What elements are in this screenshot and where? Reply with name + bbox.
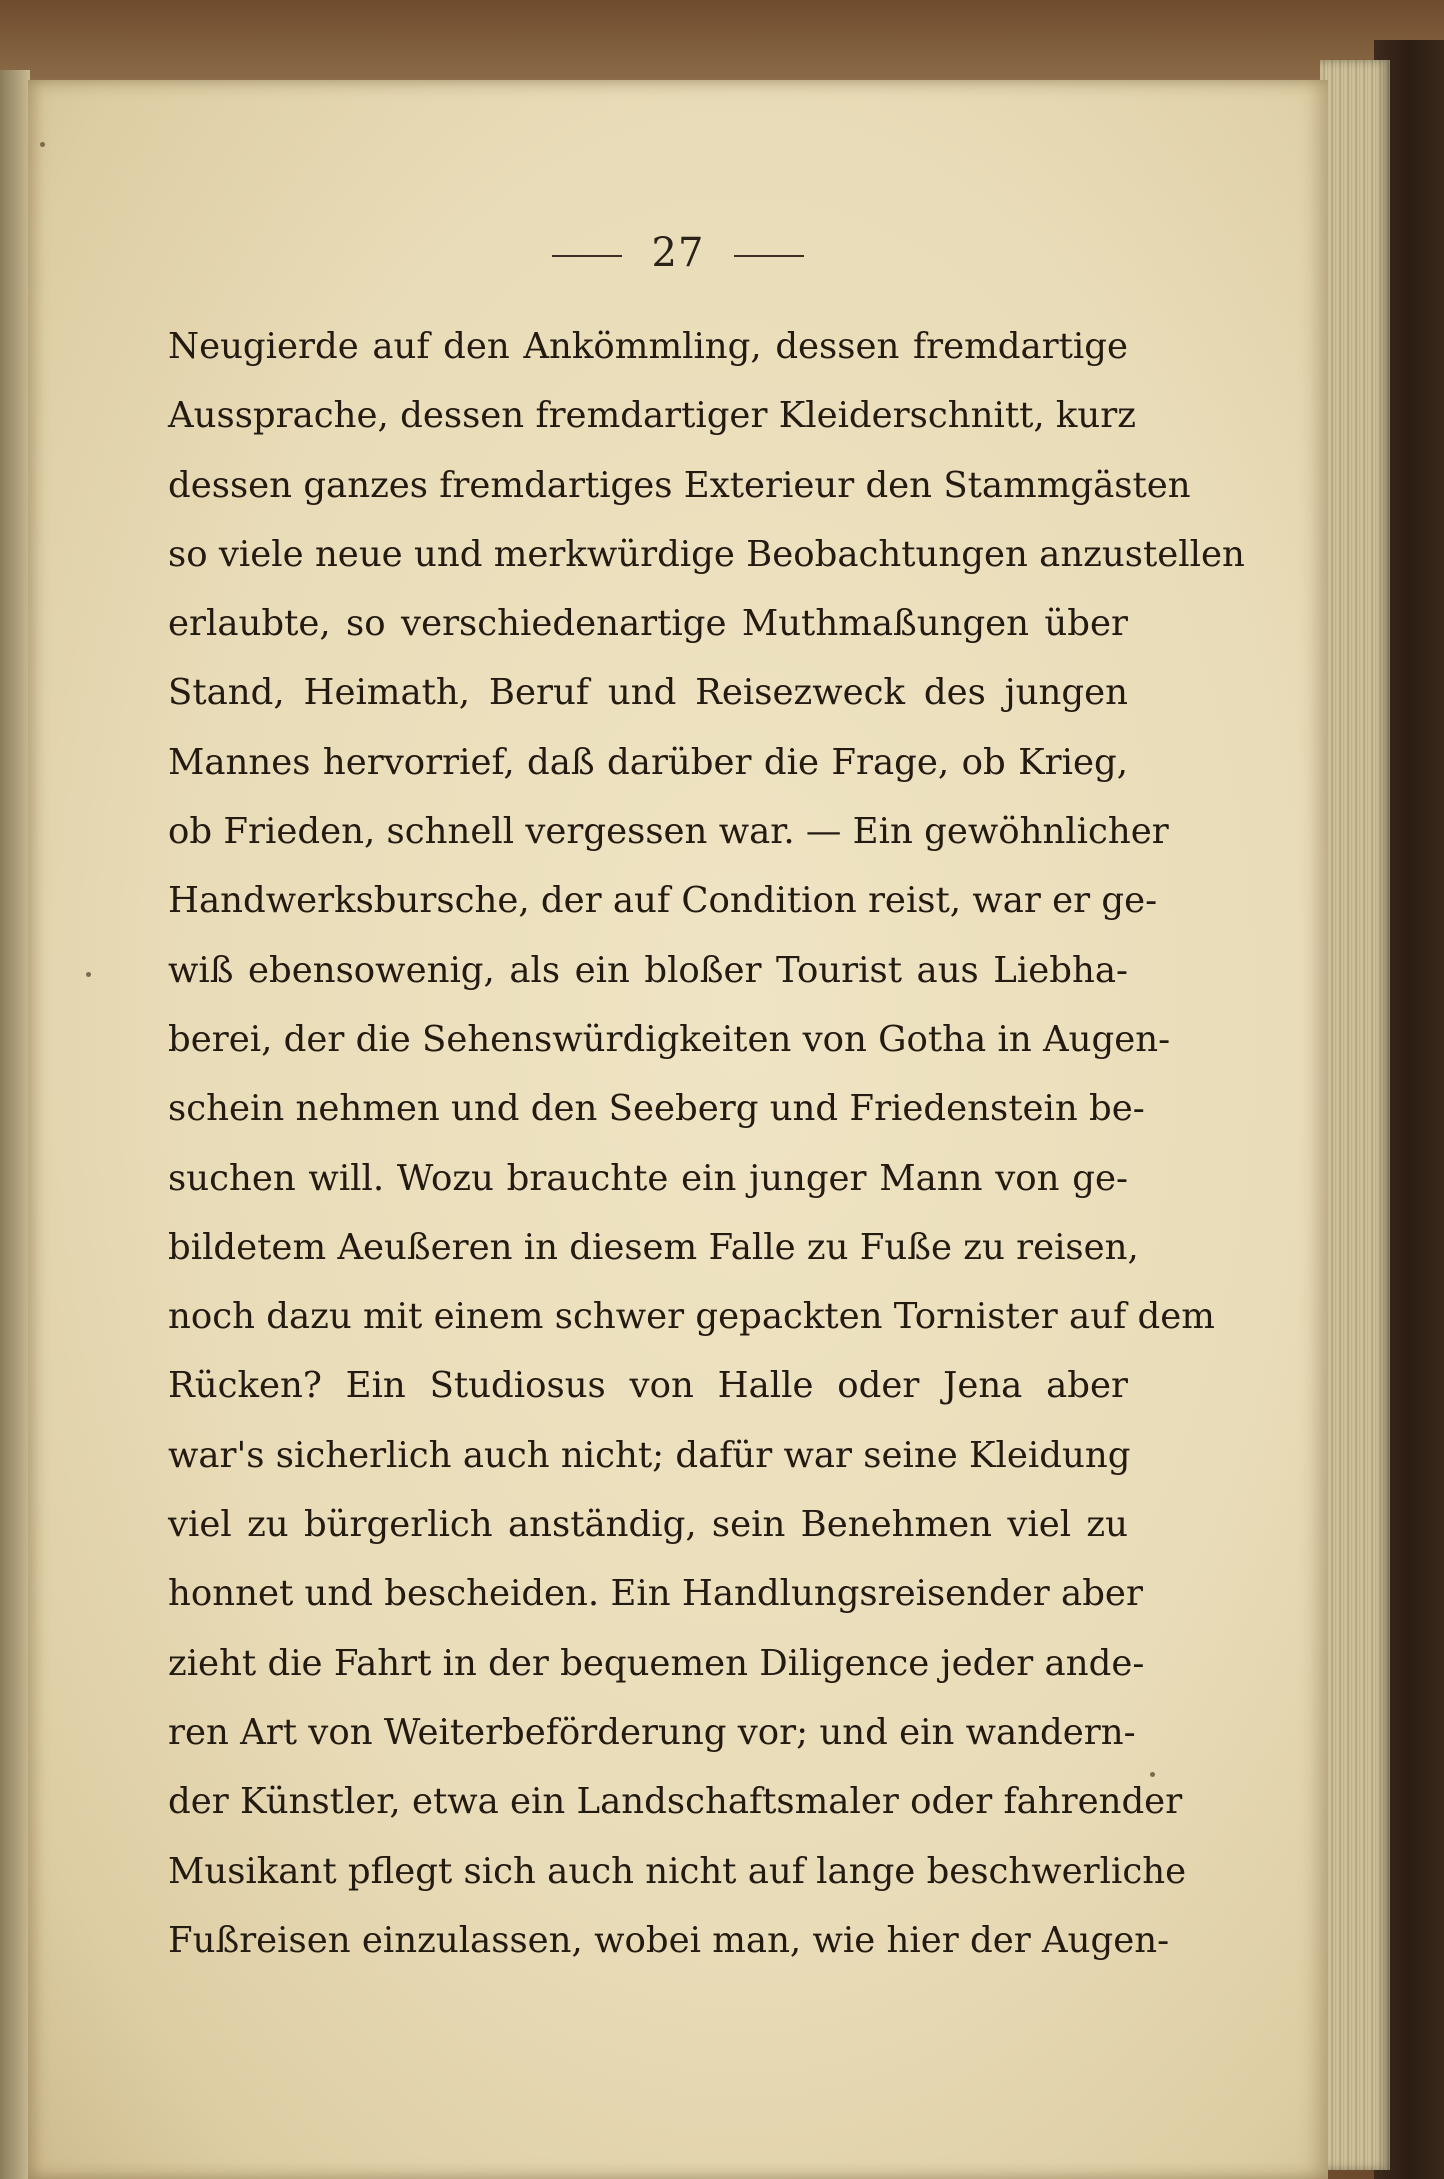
paper-speck [86,972,91,977]
paper-speck [40,142,45,147]
text-line: schein nehmen und den Seeberg und Friedenstein be- [168,1088,1145,1130]
text-line: ob Frieden, schnell vergessen war. — Ein gewöhnlicher [168,811,1169,853]
text-line: Fußreisen einzulassen, wobei man, wie hier der Augen- [168,1919,1170,1961]
header-dash-right [734,255,804,257]
text-line: suchen will. Wozu brauchte ein junger Mann von ge- [168,1157,1128,1199]
text-line: zieht die Fahrt in der bequemen Diligence jeder ande- [168,1642,1145,1684]
text-line: war's sicherlich auch nicht; dafür war seine Kleidung [168,1434,1131,1476]
text-line: erlaubte, so verschiedenartige Muthmaßungen über [168,603,1128,645]
header-dash-left [552,255,622,257]
text-line: ren Art von Weiterbeförderung vor; und ein wandern- [168,1711,1136,1753]
text-line: Stand, Heimath, Beruf und Reisezweck des jungen [168,672,1128,714]
text-line: honnet und bescheiden. Ein Handlungsreisender aber [168,1573,1143,1615]
text-line: berei, der die Sehenswürdigkeiten von Gotha in Augen- [168,1018,1171,1060]
text-line: Handwerksbursche, der auf Condition reist, war er ge- [168,880,1158,922]
book-page [28,80,1328,2179]
text-line: dessen ganzes fremdartiges Exterieur den Stammgästen [168,464,1191,506]
text-line: bildetem Aeußeren in diesem Falle zu Fuße zu reisen, [168,1226,1139,1268]
page-edges [1320,60,1390,2170]
spine-gutter [0,70,30,2179]
paper-speck [1150,1772,1155,1777]
body-text [168,312,1245,1975]
text-line: wiß ebensowenig, als ein bloßer Tourist aus Liebha- [168,949,1128,991]
text-line: der Künstler, etwa ein Landschaftsmaler oder fahrender [168,1781,1183,1823]
text-line: Aussprache, dessen fremdartiger Kleiderschnitt, kurz [168,395,1136,437]
page-number: 27 [651,230,705,276]
text-line: Musikant pflegt sich auch nicht auf lange beschwerliche [168,1850,1187,1892]
text-line: so viele neue und merkwürdige Beobachtungen anzustellen [168,533,1245,575]
text-line: Rücken? Ein Studiosus von Halle oder Jena aber [168,1365,1128,1407]
text-line: viel zu bürgerlich anständig, sein Benehmen viel zu [168,1504,1128,1546]
text-line: Neugierde auf den Ankömmling, dessen fremdartige [168,326,1128,367]
text-line: noch dazu mit einem schwer gepackten Tornister auf dem [168,1296,1215,1338]
text-line: Mannes hervorrief, daß darüber die Frage, ob Krieg, [168,741,1128,783]
page-header [28,230,1328,276]
